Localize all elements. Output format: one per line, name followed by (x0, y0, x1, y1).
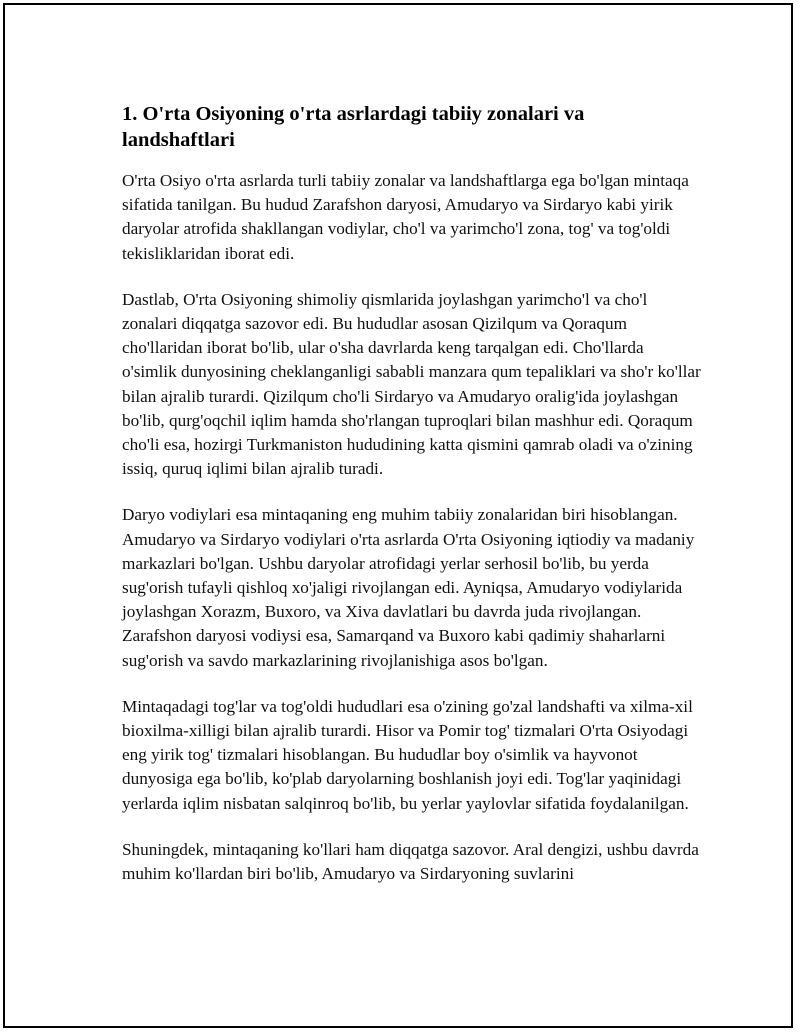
paragraph-intro: O'rta Osiyo o'rta asrlarda turli tabiiy zonalar va landshaftlarga ega bo'lgan mintaqa sifatida tanilgan. Bu hudud Zarafshon daryosi, Amudaryo va Sirdaryo kabi yirik daryolar atrofida shakllangan vodiylar, cho'l va yarimcho'l zona, tog' va tog'oldi tekisliklaridan iborat edi. (122, 171, 689, 263)
section-heading: 1. O'rta Osiyoning o'rta asrlardagi tabiiy zonalari va landshaftlari (122, 103, 585, 151)
paragraph-mountains: Mintaqadagi tog'lar va tog'oldi hududlari esa o'zining go'zal landshafti va xilma-xil bioxilma-xilligi bilan ajralib turardi. Hisor va Pomir tog' tizmalari O'rta Osiyodagi eng yirik tog' tizmalari hisoblangan. Bu hududlar boy o'simlik va hayvonot dunyosiga ega bo'lib, ko'plab daryolarning boshlanish joyi edi. Tog'lar yaqinidagi yerlarda iqlim nisbatan salqinroq bo'lib, bu yerlar yaylovlar sifatida foydalanilgan. (122, 696, 693, 813)
document-page (3, 3, 793, 1028)
document-content (122, 101, 702, 908)
paragraph-deserts: Dastlab, O'rta Osiyoning shimoliy qismlarida joylashgan yarimcho'l va cho'l zonalari diqqatga sazovor edi. Bu hududlar asosan Qizilqum va Qoraqum cho'llaridan iborat bo'lib, ular o'sha davrlarda keng tarqalgan edi. Cho'llarda o'simlik dunyosining cheklanganligi sababli manzara qum tepaliklari va sho'r ko'llar bilan ajralib turardi. Qizilqum cho'li Sirdaryo va Amudaryo oralig'ida joylashgan bo'lib, qurg'oqchil iqlim hamda sho'rlangan tuproqlari bilan mashhur edi. Qoraqum cho'li esa, hozirgi Turkmaniston hududining katta qismini qamrab oladi va o'zining issiq, quruq iqlimi bilan ajralib turadi. (122, 289, 701, 479)
paragraph-lakes: Shuningdek, mintaqaning ko'llari ham diqqatga sazovor. Aral dengizi, ushbu davrda muhim ko'llardan biri bo'lib, Amudaryo va Sirdaryoning suvlarini (122, 839, 699, 884)
paragraph-river-valleys: Daryo vodiylari esa mintaqaning eng muhim tabiiy zonalaridan biri hisoblangan. Amudaryo va Sirdaryo vodiylari o'rta asrlarda O'rta Osiyoning iqtiodiy va madaniy markazlari bo'lgan. Ushbu daryolar atrofidagi yerlar serhosil bo'lib, bu yerda sug'orish tufayli qishloq xo'jaligi rivojlangan edi. Ayniqsa, Amudaryo vodiylarida joylashgan Xorazm, Buxoro, va Xiva davlatlari bu davrda juda rivojlangan. Zarafshon daryosi vodiysi esa, Samarqand va Buxoro kabi qadimiy shaharlarni sug'orish va savdo markazlarining rivojlanishiga asos bo'lgan. (122, 505, 695, 670)
